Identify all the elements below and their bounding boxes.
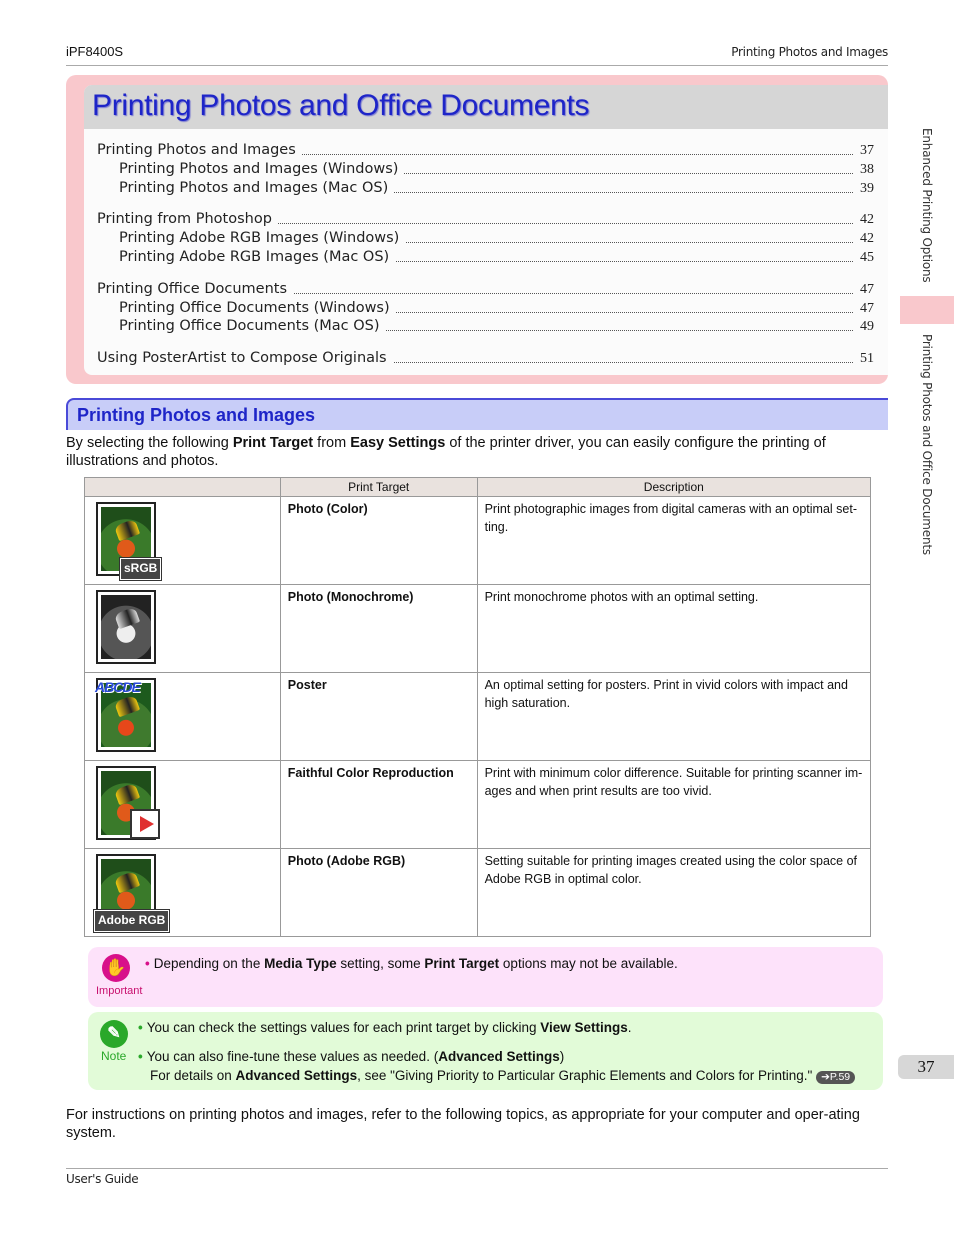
toc-entry-label: Printing Photos and Images (Mac OS)	[119, 180, 394, 196]
faithful-color-icon	[92, 765, 172, 843]
note-l1a: You can check the settings values for each print target by clicking	[146, 1020, 541, 1035]
print-target-table	[84, 477, 871, 937]
page-number: 37	[898, 1055, 954, 1079]
toc-entry-page: 47	[860, 301, 874, 316]
badge-label: Adobe RGB	[94, 910, 169, 932]
toc-entry[interactable]	[0, 350, 954, 370]
footer-text: User's Guide	[66, 1172, 139, 1186]
toc-entry[interactable]	[0, 211, 954, 231]
note-l1c: .	[627, 1020, 632, 1035]
header-description: Description	[477, 478, 870, 497]
header-section: Printing Photos and Images	[731, 45, 888, 59]
important-text	[145, 955, 678, 973]
side-tab-highlight	[900, 296, 954, 324]
toc-entry-page: 49	[860, 319, 874, 334]
bullet-icon: •	[138, 1020, 143, 1035]
note-advanced-settings: Advanced Settings	[438, 1049, 560, 1064]
bullet-icon: •	[145, 956, 150, 971]
toc-entry[interactable]	[0, 230, 954, 250]
important-media-type: Media Type	[264, 956, 337, 971]
note-l3a: For details on	[150, 1068, 236, 1083]
note-label: Note	[101, 1049, 127, 1063]
toc-entry-page: 42	[860, 231, 874, 246]
print-target-name: Faithful Color Reproduction	[280, 761, 477, 849]
toc-entry[interactable]	[0, 249, 954, 269]
note-l3c: , see "Giving Priority to Particular Graphic Elements and Colors for Printing."	[357, 1068, 817, 1083]
toc-entry[interactable]	[0, 180, 954, 200]
note-view-settings: View Settings	[540, 1020, 628, 1035]
table-row	[85, 673, 871, 761]
poster-icon	[92, 677, 172, 755]
toc-entry[interactable]	[0, 300, 954, 320]
icon-cell	[85, 585, 281, 673]
important-label: Important	[96, 985, 143, 997]
print-target-description: Print with minimum color difference. Suitable for printing scanner im-ages and when print results are too vivid.	[477, 761, 870, 849]
note-advanced-settings-2: Advanced Settings	[235, 1068, 358, 1083]
toc-entry-label: Using PosterArtist to Compose Originals	[97, 350, 393, 366]
important-t2: setting, some	[336, 956, 425, 971]
important-print-target: Print Target	[424, 956, 500, 971]
important-t3: options may not be available.	[499, 956, 678, 971]
header-print-target: Print Target	[280, 478, 477, 497]
icon-cell	[85, 849, 281, 937]
print-target-description: An optimal setting for posters. Print in vivid colors with impact and high saturation.	[477, 673, 870, 761]
toc-entry[interactable]	[0, 142, 954, 162]
toc-entry-label: Printing Adobe RGB Images (Windows)	[119, 230, 405, 246]
intro-bold-print-target: Print Target	[232, 435, 314, 451]
toc-entry[interactable]	[0, 281, 954, 301]
page-reference-link[interactable]: ➔P.59	[816, 1071, 855, 1084]
print-target-name: Poster	[280, 673, 477, 761]
print-target-description: Print monochrome photos with an optimal setting.	[477, 585, 870, 673]
table-row	[85, 497, 871, 585]
header-icon-col	[85, 478, 281, 497]
icon-cell	[85, 497, 281, 585]
intro-paragraph	[66, 434, 888, 470]
toc-entry-label: Printing Photos and Images	[97, 142, 302, 158]
print-target-name: Photo (Adobe RGB)	[280, 849, 477, 937]
toc-entry-page: 45	[860, 250, 874, 265]
print-target-description: Print photographic images from digital cameras with an optimal set-ting.	[477, 497, 870, 585]
toc-entry-label: Printing Office Documents	[97, 281, 293, 297]
toc-entry-page: 37	[860, 143, 874, 158]
table-row	[85, 585, 871, 673]
page-title: Printing Photos and Office Documents	[92, 89, 590, 122]
bullet-icon: •	[138, 1049, 143, 1064]
toc-entry[interactable]	[0, 318, 954, 338]
note-line-1	[138, 1019, 632, 1037]
important-t1: Depending on the	[153, 956, 265, 971]
side-tab-enhanced-printing[interactable]: Enhanced Printing Options	[920, 128, 934, 283]
note-l2c: )	[559, 1049, 565, 1064]
intro-text-3: of the printer driver, you can easily configure the printing of illustrations and photos.	[66, 435, 826, 469]
toc-entry-page: 47	[860, 282, 874, 297]
toc-entry-page: 42	[860, 212, 874, 227]
note-line-2	[138, 1048, 564, 1066]
toc-entry-page: 39	[860, 181, 874, 196]
footer-divider	[66, 1168, 888, 1169]
print-target-name: Photo (Color)	[280, 497, 477, 585]
print-target-name: Photo (Monochrome)	[280, 585, 477, 673]
poster-badge: ABCDE	[95, 679, 140, 695]
print-target-description: Setting suitable for printing images created using the color space of Adobe RGB in optimal color.	[477, 849, 870, 937]
intro-text-1: By selecting the following	[66, 435, 233, 451]
toc-entry-label: Printing from Photoshop	[97, 211, 278, 227]
icon-cell	[85, 673, 281, 761]
header-model: iPF8400S	[66, 44, 124, 59]
toc-entry[interactable]	[0, 161, 954, 181]
toc-entry-label: Printing Office Documents (Windows)	[119, 300, 396, 316]
photo-color-srgb-icon	[92, 501, 172, 579]
table-header-row	[85, 478, 871, 497]
photo-adobe-rgb-icon	[92, 853, 172, 931]
section-title: Printing Photos and Images	[77, 405, 316, 425]
note-pencil-icon: ✎	[100, 1020, 128, 1048]
note-l2a: You can also fine-tune these values as needed. (	[146, 1049, 439, 1064]
header-divider	[66, 65, 888, 66]
note-line-3	[150, 1067, 855, 1085]
table-row	[85, 761, 871, 849]
toc-entry-page: 38	[860, 162, 874, 177]
toc-entry-page: 51	[860, 351, 874, 366]
toc-entry-label: Printing Adobe RGB Images (Mac OS)	[119, 249, 395, 265]
color-prism-icon	[130, 809, 160, 839]
toc-entry-label: Printing Photos and Images (Windows)	[119, 161, 404, 177]
important-hand-icon: ✋	[102, 954, 130, 982]
intro-text-2: from	[313, 435, 351, 451]
photo-monochrome-icon	[92, 589, 172, 667]
side-tab-printing-photos[interactable]: Printing Photos and Office Documents	[920, 334, 934, 555]
closing-paragraph: For instructions on printing photos and images, refer to the following topics, as appropriate for your computer and oper-ating system.	[66, 1107, 860, 1141]
toc-entry-label: Printing Office Documents (Mac OS)	[119, 318, 386, 334]
intro-bold-easy-settings: Easy Settings	[350, 435, 446, 451]
icon-cell	[85, 761, 281, 849]
badge-label: sRGB	[120, 558, 161, 580]
table-row	[85, 849, 871, 937]
